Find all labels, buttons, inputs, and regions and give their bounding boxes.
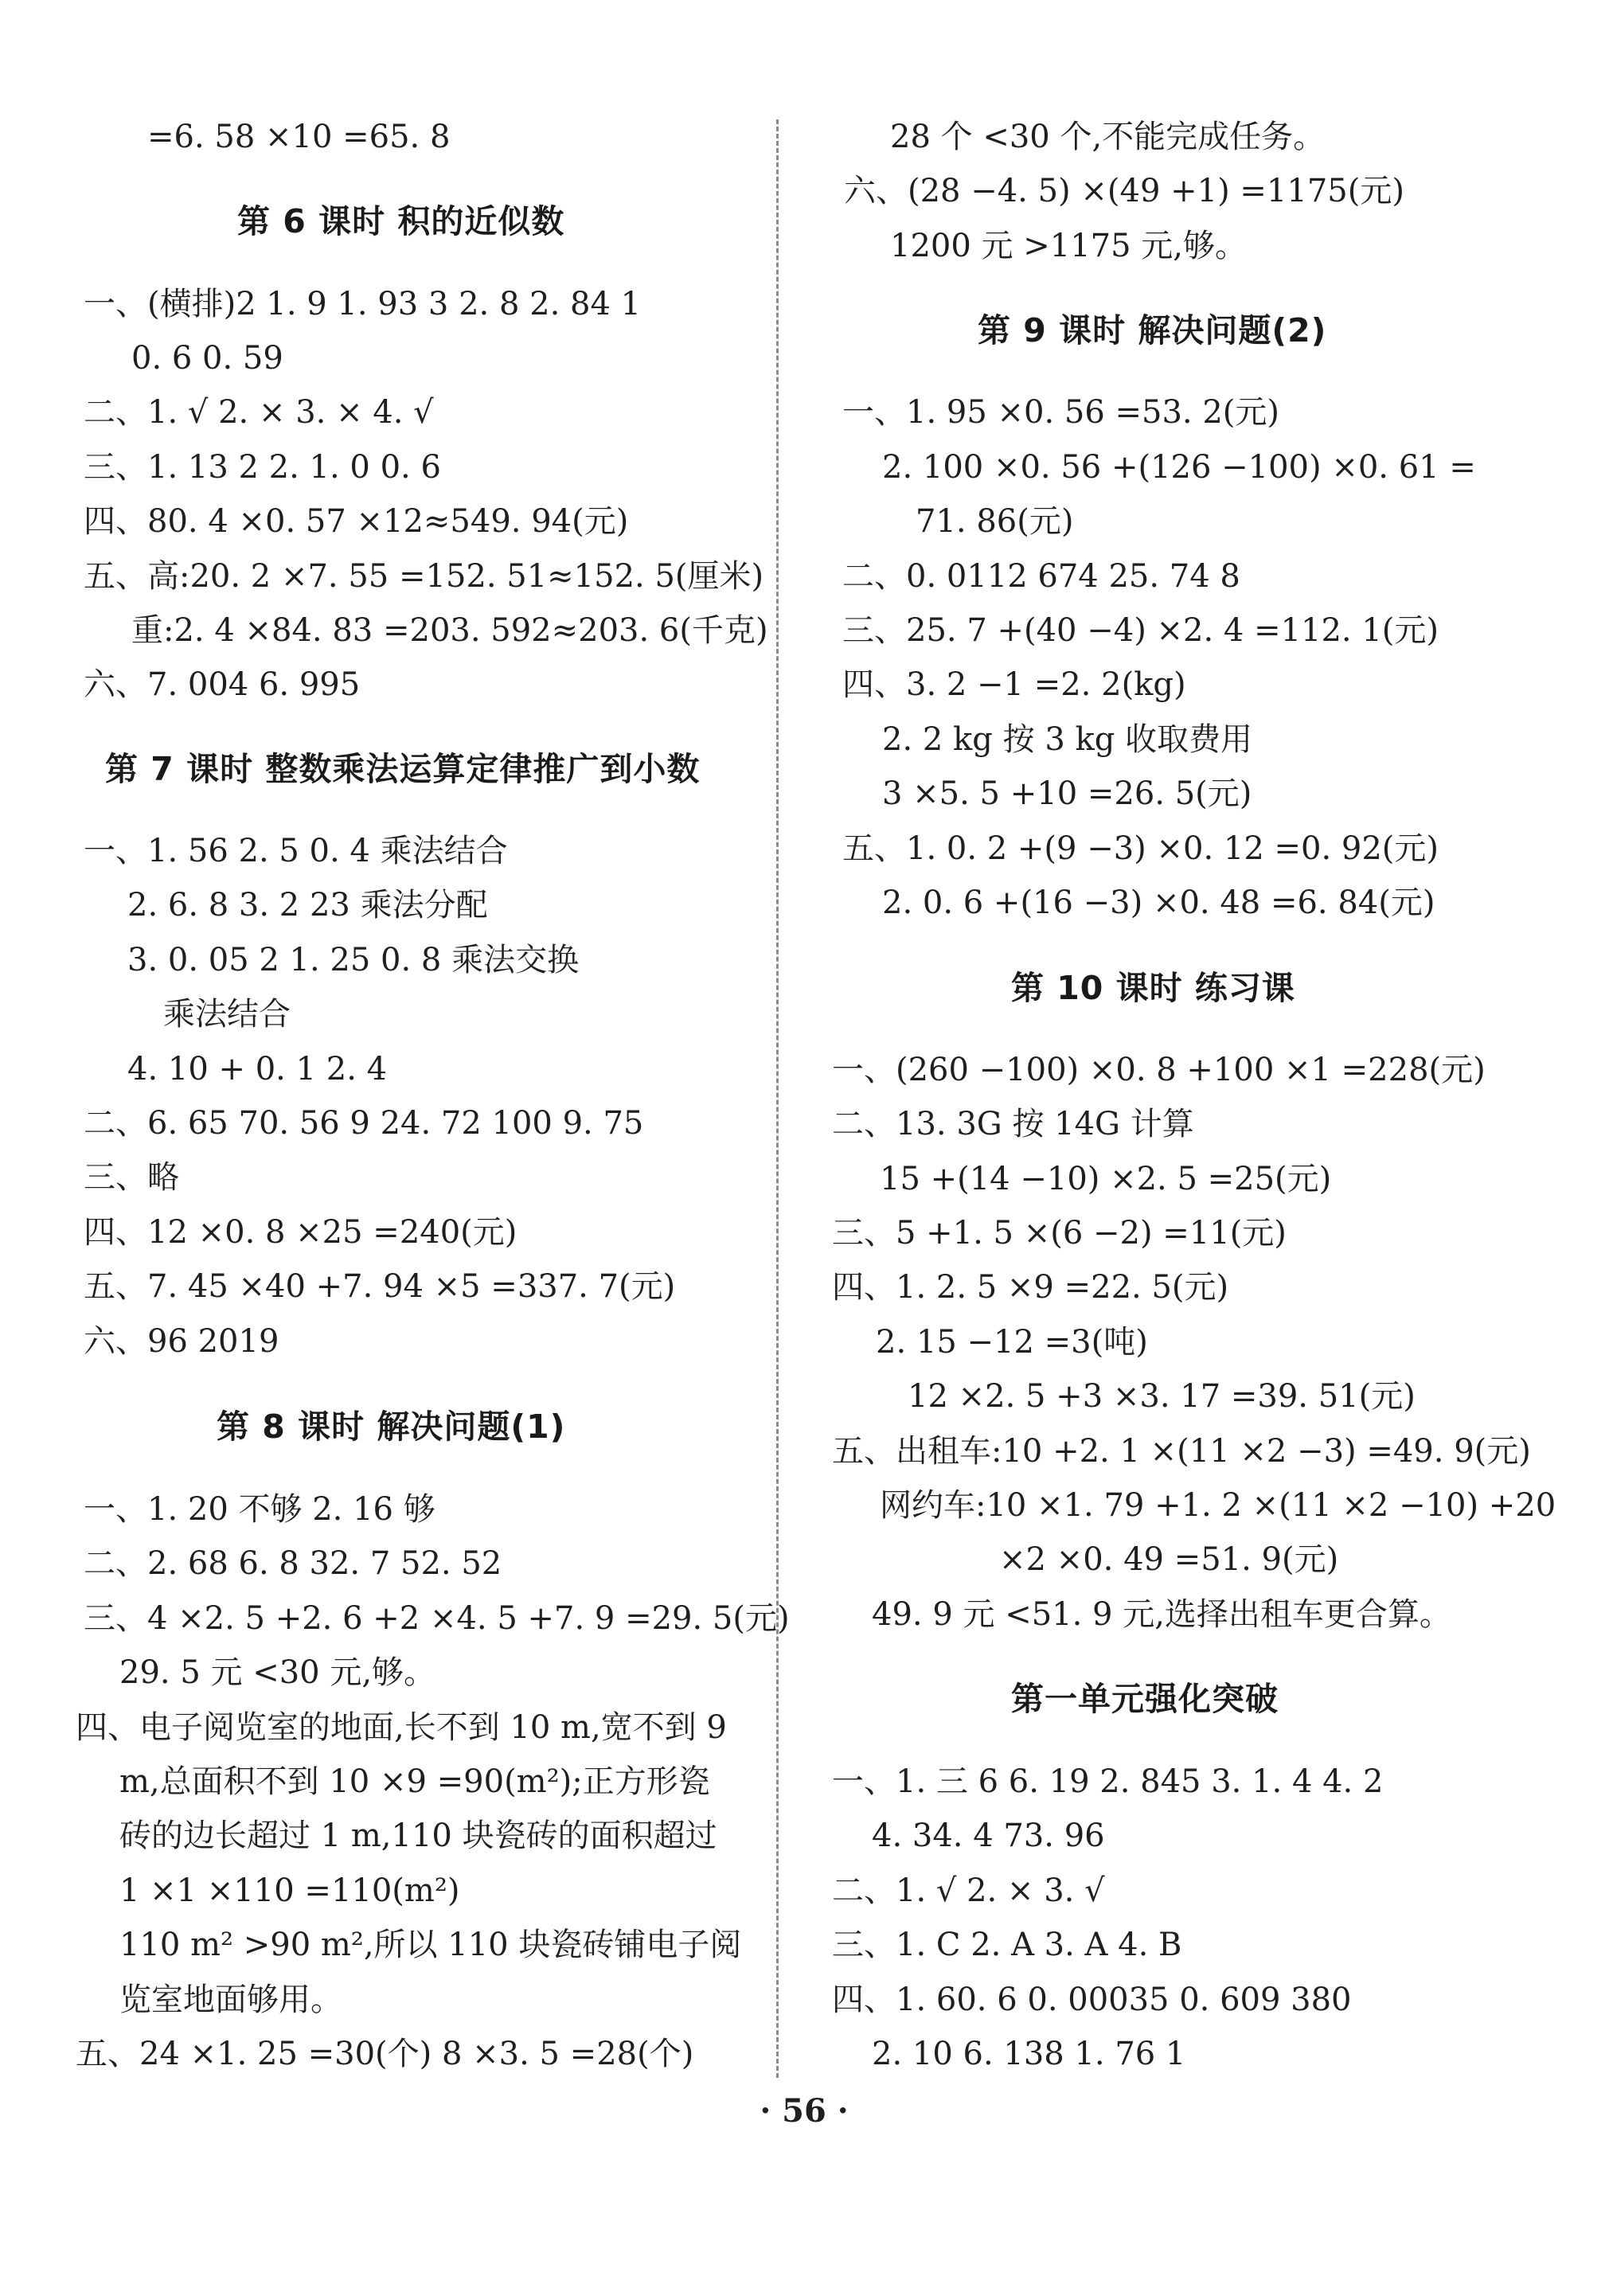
section-heading-lesson-6: 第 6 课时 积的近似数	[237, 202, 565, 240]
answer-line: 二、2. 68 6. 8 32. 7 52. 52	[84, 1545, 502, 1582]
answer-line: 71. 86(元)	[916, 503, 1074, 540]
answer-line: 网约车:10 ×1. 79 +1. 2 ×(11 ×2 −10) +20	[880, 1487, 1556, 1524]
answer-line: ×2 ×0. 49 =51. 9(元)	[999, 1541, 1339, 1578]
answer-line: 1 ×1 ×110 =110(m²)	[119, 1872, 460, 1909]
answer-line: 四、80. 4 ×0. 57 ×12≈549. 94(元)	[84, 503, 629, 540]
answer-line: 4. 10 + 0. 1 2. 4	[127, 1051, 388, 1087]
answer-line: 五、1. 0. 2 +(9 −3) ×0. 12 =0. 92(元)	[842, 830, 1439, 867]
section-heading-unit-review: 第一单元强化突破	[1011, 1680, 1279, 1718]
answer-line: 五、高:20. 2 ×7. 55 =152. 51≈152. 5(厘米)	[84, 558, 764, 595]
answer-line: 15 +(14 −10) ×2. 5 =25(元)	[880, 1161, 1332, 1197]
answer-line: 二、1. √ 2. × 3. × 4. √	[84, 394, 434, 431]
section-heading-lesson-9: 第 9 课时 解决问题(2)	[978, 311, 1327, 349]
answer-line: 2. 15 −12 =3(吨)	[876, 1324, 1148, 1361]
answer-line: 五、7. 45 ×40 +7. 94 ×5 =337. 7(元)	[84, 1268, 676, 1305]
answer-line: 四、3. 2 −1 =2. 2(kg)	[842, 666, 1186, 703]
answer-line: 49. 9 元 <51. 9 元,选择出租车更合算。	[872, 1596, 1451, 1633]
answer-line: 3. 0. 05 2 1. 25 0. 8 乘法交换	[127, 942, 580, 978]
answer-line: 二、1. √ 2. × 3. √	[832, 1872, 1105, 1909]
answer-line: 重:2. 4 ×84. 83 =203. 592≈203. 6(千克)	[131, 612, 768, 649]
answer-line: 29. 5 元 <30 元,够。	[119, 1654, 436, 1691]
answer-line: 三、1. C 2. A 3. A 4. B	[832, 1927, 1182, 1963]
answer-line: 110 m² >90 m²,所以 110 块瓷砖铺电子阅	[119, 1927, 742, 1963]
answer-line: 三、25. 7 +(40 −4) ×2. 4 =112. 1(元)	[842, 612, 1439, 649]
answer-line: 四、1. 2. 5 ×9 =22. 5(元)	[832, 1269, 1229, 1306]
answer-line: m,总面积不到 10 ×9 =90(m²);正方形瓷	[119, 1763, 710, 1800]
answer-line: 四、电子阅览室的地面,长不到 10 m,宽不到 9	[76, 1709, 727, 1746]
page-number: · 56 ·	[760, 2092, 849, 2130]
answer-line: 2. 2 kg 按 3 kg 收取费用	[882, 721, 1253, 758]
answer-line: 一、(横排)2 1. 9 1. 93 3 2. 8 2. 84 1	[84, 286, 642, 322]
answer-line: 三、1. 13 2 2. 1. 0 0. 6	[84, 449, 441, 486]
answer-line: 四、1. 60. 6 0. 00035 0. 609 380	[832, 1982, 1352, 2018]
section-heading-lesson-7: 第 7 课时 整数乘法运算定律推广到小数	[105, 750, 701, 788]
answer-line: 1200 元 >1175 元,够。	[890, 228, 1247, 264]
answer-line: 三、5 +1. 5 ×(6 −2) =11(元)	[832, 1215, 1287, 1251]
answer-line: 五、出租车:10 +2. 1 ×(11 ×2 −3) =49. 9(元)	[832, 1433, 1531, 1470]
answer-line: 乘法结合	[163, 996, 291, 1033]
answer-line: 2. 10 6. 138 1. 76 1	[872, 2036, 1186, 2072]
section-heading-lesson-10: 第 10 课时 练习课	[1011, 969, 1295, 1007]
answer-line: 二、6. 65 70. 56 9 24. 72 100 9. 75	[84, 1105, 644, 1142]
answer-line: 三、略	[84, 1159, 179, 1196]
answer-line: 一、1. 95 ×0. 56 =53. 2(元)	[842, 394, 1280, 431]
answer-line: 4. 34. 4 73. 96	[872, 1818, 1105, 1854]
answer-line: 六、96 2019	[84, 1323, 279, 1360]
answer-line: 四、12 ×0. 8 ×25 =240(元)	[84, 1214, 517, 1251]
section-heading-lesson-8: 第 8 课时 解决问题(1)	[217, 1408, 566, 1446]
answer-line: 一、1. 20 不够 2. 16 够	[84, 1491, 435, 1528]
answer-line: 三、4 ×2. 5 +2. 6 +2 ×4. 5 +7. 9 =29. 5(元)	[84, 1600, 790, 1637]
answer-line: 2. 100 ×0. 56 +(126 −100) ×0. 61 =	[882, 449, 1476, 486]
answer-line: 二、13. 3G 按 14G 计算	[832, 1106, 1194, 1142]
answer-line: 览室地面够用。	[119, 1982, 342, 2018]
answer-line: 0. 6 0. 59	[131, 340, 283, 377]
column-divider	[776, 119, 779, 2078]
answer-line: 砖的边长超过 1 m,110 块瓷砖的面积超过	[119, 1818, 717, 1854]
answer-line: 五、24 ×1. 25 =30(个) 8 ×3. 5 =28(个)	[76, 2036, 694, 2072]
answer-line: 2. 0. 6 +(16 −3) ×0. 48 =6. 84(元)	[882, 884, 1435, 921]
answer-line: 3 ×5. 5 +10 =26. 5(元)	[882, 775, 1252, 812]
answer-line: 二、0. 0112 674 25. 74 8	[842, 558, 1240, 595]
answer-line: 12 ×2. 5 +3 ×3. 17 =39. 51(元)	[908, 1378, 1416, 1415]
answer-line: 一、1. 三 6 6. 19 2. 845 3. 1. 4 4. 2	[832, 1763, 1384, 1800]
answer-line: 28 个 <30 个,不能完成任务。	[890, 119, 1326, 155]
answer-line: 六、(28 −4. 5) ×(49 +1) =1175(元)	[844, 173, 1404, 209]
answer-line: 一、1. 56 2. 5 0. 4 乘法结合	[84, 833, 508, 869]
answer-line: 2. 6. 8 3. 2 23 乘法分配	[127, 887, 488, 923]
answer-line: 六、7. 004 6. 995	[84, 666, 361, 703]
answer-line: 一、(260 −100) ×0. 8 +100 ×1 =228(元)	[832, 1052, 1486, 1088]
answer-line: =6. 58 ×10 =65. 8	[147, 119, 451, 155]
